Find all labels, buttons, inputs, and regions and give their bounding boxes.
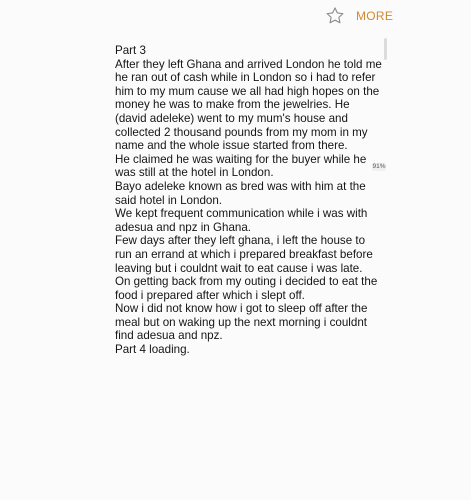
note-line: Now i did not know how i got to sleep off after the: [115, 302, 368, 316]
note-line: food i prepared after which i slept off.: [115, 288, 305, 302]
note-line: leaving but i couldnt wait to eat cause i was late.: [115, 261, 363, 275]
toolbar: [0, 0, 471, 34]
note-line: Bayo adeleke known as bred was with him at the: [115, 179, 366, 193]
star-icon[interactable]: [324, 5, 346, 27]
note-line: On getting back from my outing i decided to eat the: [115, 275, 378, 289]
note-line: run an errand at which i prepared breakfast before: [115, 247, 373, 261]
note-line: him to my mum cause we all had high hopes on the: [115, 84, 380, 98]
note-line: was still at the hotel in London.: [115, 166, 274, 180]
scroll-percent-badge: 91%: [372, 163, 386, 170]
note-line: name and the whole issue started from there.: [115, 139, 348, 153]
note-line: money he was to make from the jewelries. He: [115, 98, 350, 112]
note-line: After they left Ghana and arrived London he told me: [115, 57, 382, 71]
note-text: [115, 44, 387, 357]
note-line: said hotel in London.: [115, 193, 223, 207]
note-line: adesua and npz in Ghana.: [115, 220, 252, 234]
note-line: (david adeleke) went to my mum's house and: [115, 111, 348, 125]
note-line: We kept frequent communication while i was with: [115, 207, 368, 221]
note-line: He claimed he was waiting for the buyer while he: [115, 152, 367, 166]
note-line: find adesua and npz.: [115, 329, 223, 343]
note-line: Part 3: [115, 44, 146, 57]
note-line: Few days after they left ghana, i left the house to: [115, 234, 366, 248]
note-line: meal but on waking up the next morning i couldnt: [115, 315, 367, 329]
note-line: collected 2 thousand pounds from my mom in my: [115, 125, 368, 139]
note-line: he ran out of cash while in London so i had to refer: [115, 71, 376, 85]
more-button[interactable]: MORE: [356, 9, 394, 23]
note-line: Part 4 loading.: [115, 343, 190, 357]
